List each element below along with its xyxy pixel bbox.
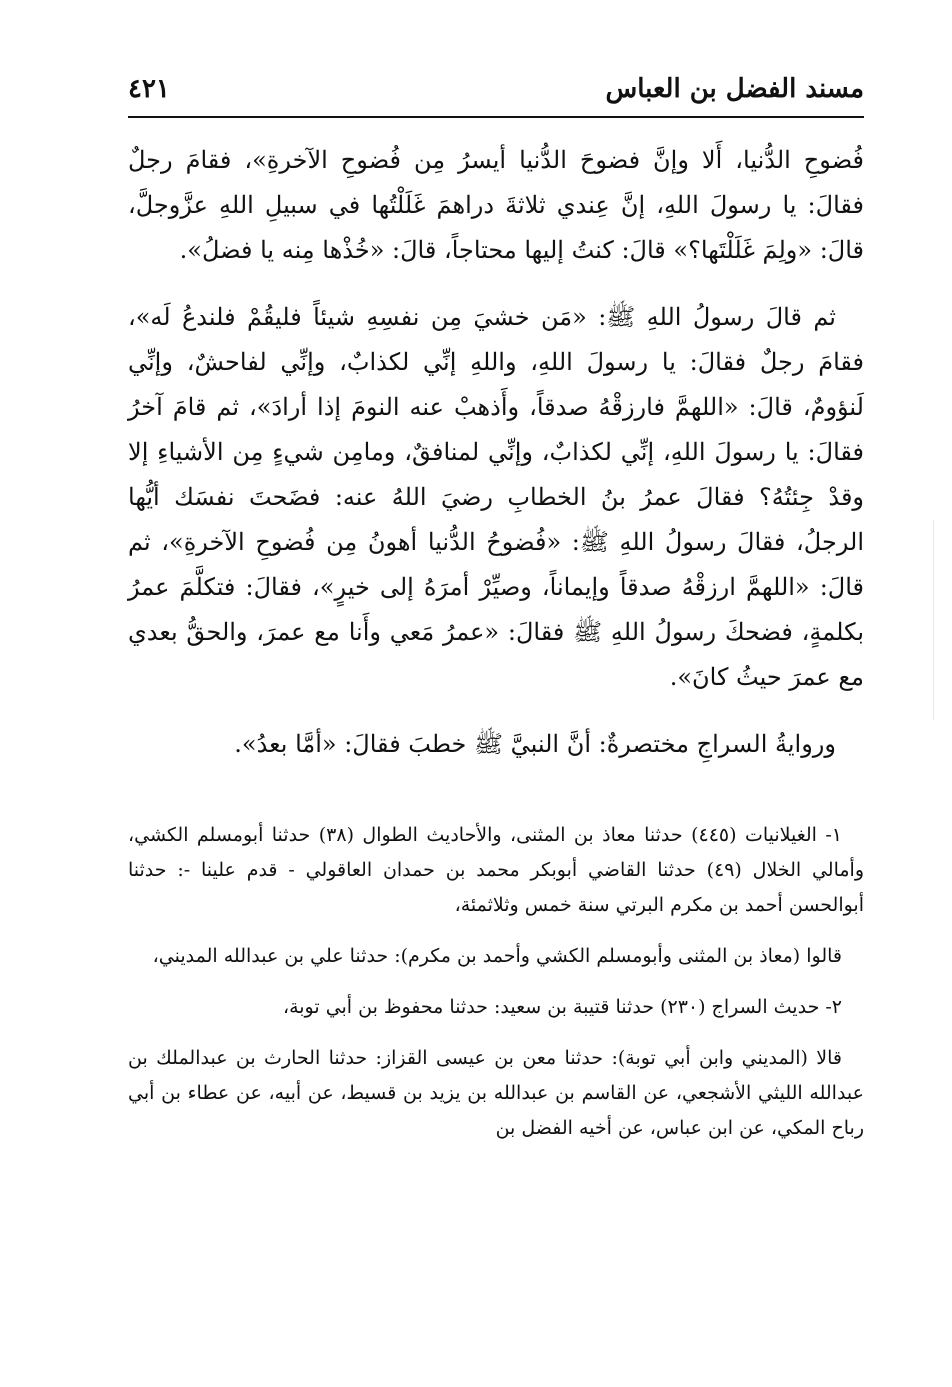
- main-text: [128, 138, 864, 789]
- main-paragraph-1: فُضوحِ الدُّنيا، أَلا وإنَّ فضوحَ الدُّنيا أيسرُ مِن فُضوحِ الآخرةِ»، فقامَ رجلٌ فقالَ: يا رسولَ اللهِ، إنَّ عِندي ثلاثةَ دراهمَ غَلَلْتُها في سبيلِ اللهِ عزَّوجلَّ، قالَ: «ولِمَ غَلَلْتَها؟» قالَ: كنتُ إليها محتاجاً، قالَ: «خُذْها مِنه يا فضلُ».: [128, 146, 864, 264]
- main-paragraph-3: وروايةُ السراجِ مختصرةٌ: أنَّ النبيَّ ﷺ خطبَ فقالَ: «أمَّا بعدُ».: [234, 730, 836, 758]
- note-paragraph-1: ١- الغيلانيات (٤٤٥) حدثنا معاذ بن المثنى، والأحاديث الطوال (٣٨) حدثنا أبومسلم الكشي، وأمالي الخلال (٤٩) حدثنا القاضي أبوبكر محمد بن حمدان العاقولي - قدم علينا -: حدثنا أبوالحسن أحمد بن مكرم البرتي سنة خمس وثلاثمئة،: [128, 824, 864, 916]
- header-rule: [128, 116, 864, 118]
- note-paragraph-3: ٢- حديث السراج (٢٣٠) حدثنا قتيبة بن سعيد: حدثنا محفوظ بن أبي توبة،: [282, 996, 842, 1018]
- page-edge-shadow: [933, 520, 934, 720]
- note-paragraph-2: قالوا (معاذ بن المثنى وأبومسلم الكشي وأحمد بن مكرم): حدثنا علي بن عبدالله المديني،: [152, 945, 842, 967]
- main-paragraph-2: ثم قالَ رسولُ اللهِ ﷺ: «مَن خشيَ مِن نفسِهِ شيئاً فليقُمْ فلندعُ لَه»، فقامَ رجلٌ فقالَ: يا رسولَ اللهِ، واللهِ إنِّي لكذابٌ، وإنِّي لفاحشٌ، وإنِّي لَنؤومٌ، قالَ: «اللهمَّ فارزقْهُ صدقاً، وأَذهبْ عنه النومَ إذا أرادَ»، ثم قامَ آخرُ فقالَ: يا رسولَ اللهِ، إنِّي لكذابٌ، وإنِّي لمنافقٌ، ومامِن شيءٍ مِن الأشياءِ إلا وقدْ جِئتُهُ؟ فقالَ عمرُ بنُ الخطابِ رضيَ اللهُ عنه: فضَحتَ نفسَك أيُّها الرجلُ، فقالَ رسولُ اللهِ ﷺ: «فُضوحُ الدُّنيا أهونُ مِن فُضوحِ الآخرةِ»، ثم قالَ: «اللهمَّ ارزقْهُ صدقاً وإيماناً، وصيِّرْ أمرَهُ إلى خيرٍ»، فقالَ: فتكلَّمَ عمرُ بكلمةٍ، فضحكَ رسولُ اللهِ ﷺ فقالَ: «عمرُ مَعي وأَنا مع عمرَ، والحقُّ بعدي مع عمرَ حيثُ كانَ».: [128, 303, 865, 691]
- page-number: ٤٢١: [128, 74, 170, 104]
- running-header: [128, 72, 864, 112]
- source-notes: [128, 818, 864, 1162]
- note-paragraph-4: قالا (المديني وابن أبي توبة): حدثنا معن بن عيسى القزاز: حدثنا الحارث بن عبدالملك بن عبدالله الليثي الأشجعي، عن القاسم بن عبدالله بن يزيد بن قسيط، عن أبيه، عن عطاء بن أبي رباح المكي، عن ابن عباس، عن أخيه الفضل بن: [128, 1047, 864, 1139]
- running-title: مسند الفضل بن العباس: [605, 74, 864, 104]
